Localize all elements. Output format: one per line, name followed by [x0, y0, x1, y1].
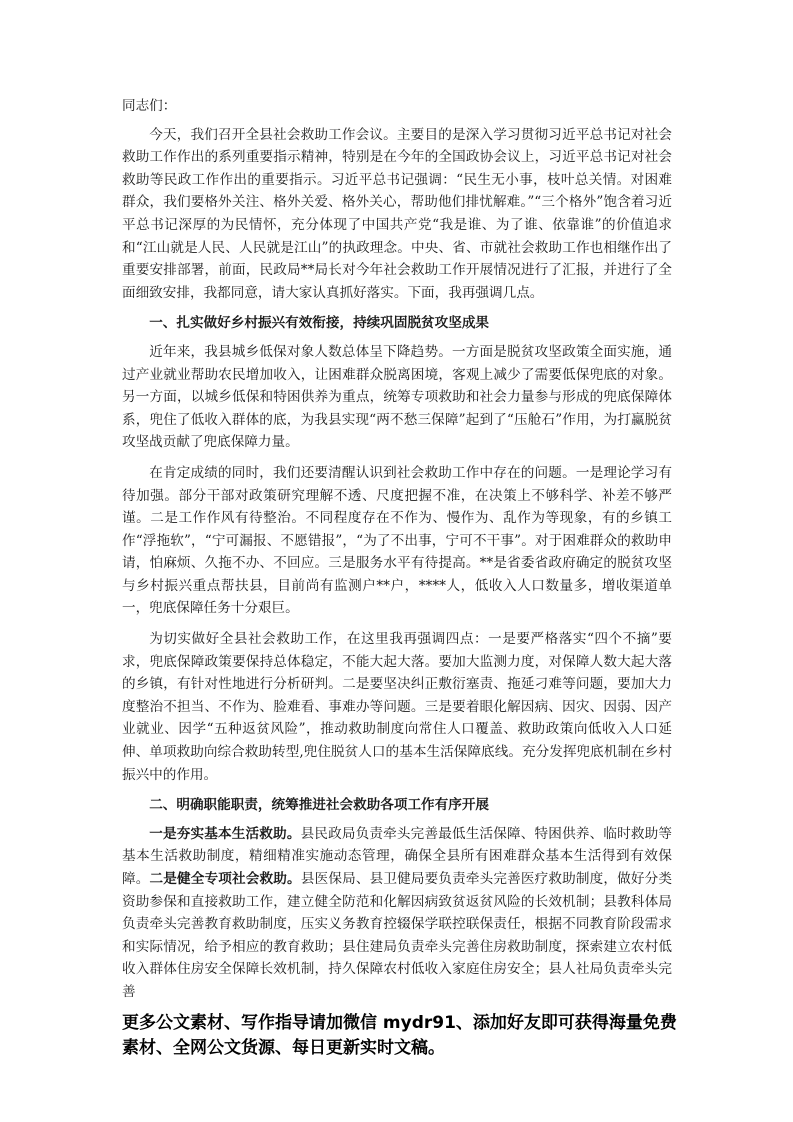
section-heading-1: 一、扎实做好乡村振兴有效衔接，持续巩固脱贫攻坚成果: [149, 315, 490, 332]
section2-paragraph-1: [122, 823, 672, 1004]
section-heading-2: 二、明确职能职责，统筹推进社会救助各项工作有序开展: [149, 797, 490, 814]
lead-special-relief: 二是健全专项社会救助。: [149, 871, 301, 887]
footer-advertisement: 更多公文素材、写作指导请加微信 mydr91、添加好友即可获得海量免费素材、全网公文货源、每日更新实时文稿。: [122, 1013, 677, 1058]
section1-paragraph-1: 近年来，我县城乡低保对象人数总体呈下降趋势。一方面是脱贫攻坚政策全面实施，通过产业就业帮助农民增加收入，让困难群众脱离困境，客观上减少了需要低保兜底的对象。另一方面，以城乡低保和特困供养为重点，统筹专项救助和社会力量参与形成的兜底保障体系，兜住了低收入群体的底，为我县实现“两不愁三保障”起到了“压舱石”作用，为打赢脱贫攻坚战贡献了兜底保障力量。: [122, 343, 672, 451]
section1-paragraph-3: 为切实做好全县社会救助工作，在这里我再强调四点：一是要严格落实“四个不摘”要求，兜底保障政策要保持总体稳定，不能大起大落。要加大监测力度，对保障人数大起大落的乡镇，有针对性地进行分析研判。二是要坚决纠正敷衍塞责、拖延刁难等问题，要加大力度整治不担当、不作为、脸难看、事难办等问题。三是要着眼化解因病、因灾、因弱、因产业就业、因学“五种返贫风险”，推动救助制度向常住人口覆盖、救助政策向低收入人口延伸、单项救助向综合救助转型,兜住脱贫人口的基本生活保障底线。充分发挥兜底机制在乡村振兴中的作用。: [122, 631, 672, 783]
basic-relief-text: 县民政局负责牵头完善最低生活保障、特困供养、临时救助等基本生活救助制度，精细精准实施动态管理，确保全县所有困难群众基本生活得到有效保障。: [122, 825, 672, 887]
lead-basic-relief: 一是夯实基本生活救助。: [149, 825, 301, 842]
intro-paragraph: 今天，我们召开全县社会救助工作会议。主要目的是深入学习贯彻习近平总书记对社会救助工作作出的系列重要指示精神，特别是在今年的全国政协会议上，习近平总书记对社会救助等民政工作作出的重要指示。习近平总书记强调：“民生无小事，枝叶总关情。对困难群众，我们要格外关注、格外关爱、格外关心，帮助他们排忧解难。”“三个格外”饱含着习近平总书记深厚的为民情怀，充分体现了中国共产党“我是谁、为了谁、依靠谁”的价值追求和“江山就是人民、人民就是江山”的执政理念。中央、省、市就社会救助工作也相继作出了重要安排部署，前面，民政局**局长对今年社会救助工作开展情况进行了汇报，并进行了全面细致安排，我都同意，请大家认真抓好落实。下面，我再强调几点。: [122, 126, 672, 301]
special-relief-text: 县医保局、县卫健局要负责牵头完善医疗救助制度，做好分类资助参保和直接救助工作，建立健全防范和化解因病致贫返贫风险的长效机制；县教科体局负责牵头完善教育救助制度，压实义务教育控辍保学联控联保责任，根据不同教育阶段需求和实际情况，给予相应的教育救助；县住建局负责牵头完善住房救助制度，探索建立农村低收入群体住房安全保障长效机制，持久保障农村低收入家庭住房安全；县人社局负责牵头完善: [122, 871, 673, 1000]
salutation: 同志们：: [122, 98, 177, 114]
speech-body: [122, 95, 672, 1012]
section1-paragraph-2: 在肯定成绩的同时，我们还要清醒认识到社会救助工作中存在的问题。一是理论学习有待加强。部分干部对政策研究理解不透、尺度把握不准，在决策上不够科学、补差不够严谨。二是工作作风有待整治。不同程度存在不作为、慢作为、乱作为等现象，有的乡镇工作“浮拖软”，“宁可漏报、不愿错报”，“为了不出事，宁可不干事”。对于困难群众的救助申请，怕麻烦、久拖不办、不回应。三是服务水平有待提高。**是省委省政府确定的脱贫攻坚与乡村振兴重点帮扶县，目前尚有监测户**户，****人，低收入人口数量多，增收渠道单一，兜底保障任务十分艰巨。: [122, 464, 672, 617]
